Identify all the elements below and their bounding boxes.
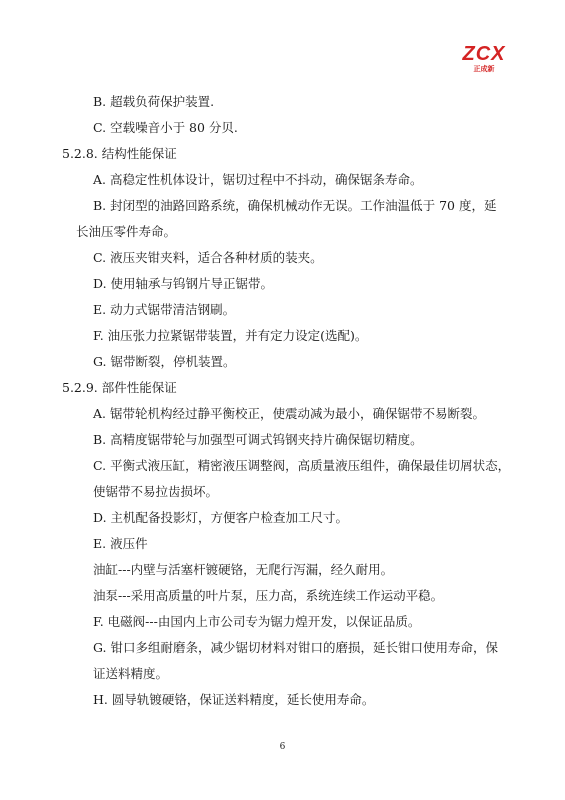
section-heading-5-2-9: 5.2.9. 部件性能保证 bbox=[62, 380, 177, 395]
list-item: C. 平衡式液压缸，精密液压调整阀，高质量液压组件，确保最佳切屑状态， bbox=[93, 458, 511, 473]
list-item: B. 封闭型的油路回路系统，确保机械动作无误。工作油温低于 70 度，延 bbox=[93, 198, 497, 213]
company-logo bbox=[454, 44, 514, 74]
list-item: 油缸---内壁与活塞杆镀硬铬，无爬行泻漏，经久耐用。 bbox=[93, 562, 394, 577]
list-item: E. 动力式锯带清洁钢刷。 bbox=[93, 302, 236, 317]
list-item: C. 液压夹钳夹料，适合各种材质的装夹。 bbox=[93, 250, 323, 265]
list-item-continuation: 使锯带不易拉齿损坏。 bbox=[93, 484, 219, 499]
list-item: G. 钳口多组耐磨条，减少锯切材料对钳口的磨损，延长钳口使用寿命，保 bbox=[93, 640, 498, 655]
list-item: 油泵---采用高质量的叶片泵，压力高，系统连续工作运动平稳。 bbox=[93, 588, 444, 603]
list-item: G. 锯带断裂，停机装置。 bbox=[93, 354, 236, 369]
list-item: H. 圆导轨镀硬铬，保证送料精度，延长使用寿命。 bbox=[93, 692, 375, 707]
section-heading-5-2-8: 5.2.8. 结构性能保证 bbox=[62, 146, 177, 161]
list-item-b-overload: B. 超载负荷保护装置. bbox=[93, 94, 215, 109]
logo-text: ZCX bbox=[462, 43, 506, 65]
list-item-c-noise: C. 空载噪音小于 80 分贝. bbox=[93, 120, 238, 135]
list-item-continuation: 长油压零件寿命。 bbox=[76, 224, 177, 239]
list-item: D. 主机配备投影灯，方便客户检查加工尺寸。 bbox=[93, 510, 349, 525]
page-number: 6 bbox=[279, 742, 286, 752]
list-item: D. 使用轴承与钨钢片导正锯带。 bbox=[93, 276, 274, 291]
list-item-continuation: 证送料精度。 bbox=[93, 666, 169, 681]
list-item: B. 高精度锯带轮与加强型可调式钨钢夹持片确保锯切精度。 bbox=[93, 432, 423, 447]
list-item: A. 高稳定性机体设计，锯切过程中不抖动，确保锯条寿命。 bbox=[93, 172, 423, 187]
logo-subtext: 正成新 bbox=[473, 65, 495, 73]
list-item: F. 电磁阀---由国内上市公司专为锯力煌开发，以保证品质。 bbox=[93, 614, 421, 629]
list-item: F. 油压张力拉紧锯带装置，并有定力设定(选配)。 bbox=[93, 328, 368, 343]
list-item: A. 锯带轮机构经过静平衡校正，使震动减为最小，确保锯带不易断裂。 bbox=[93, 406, 485, 421]
list-item: E. 液压件 bbox=[93, 536, 148, 551]
